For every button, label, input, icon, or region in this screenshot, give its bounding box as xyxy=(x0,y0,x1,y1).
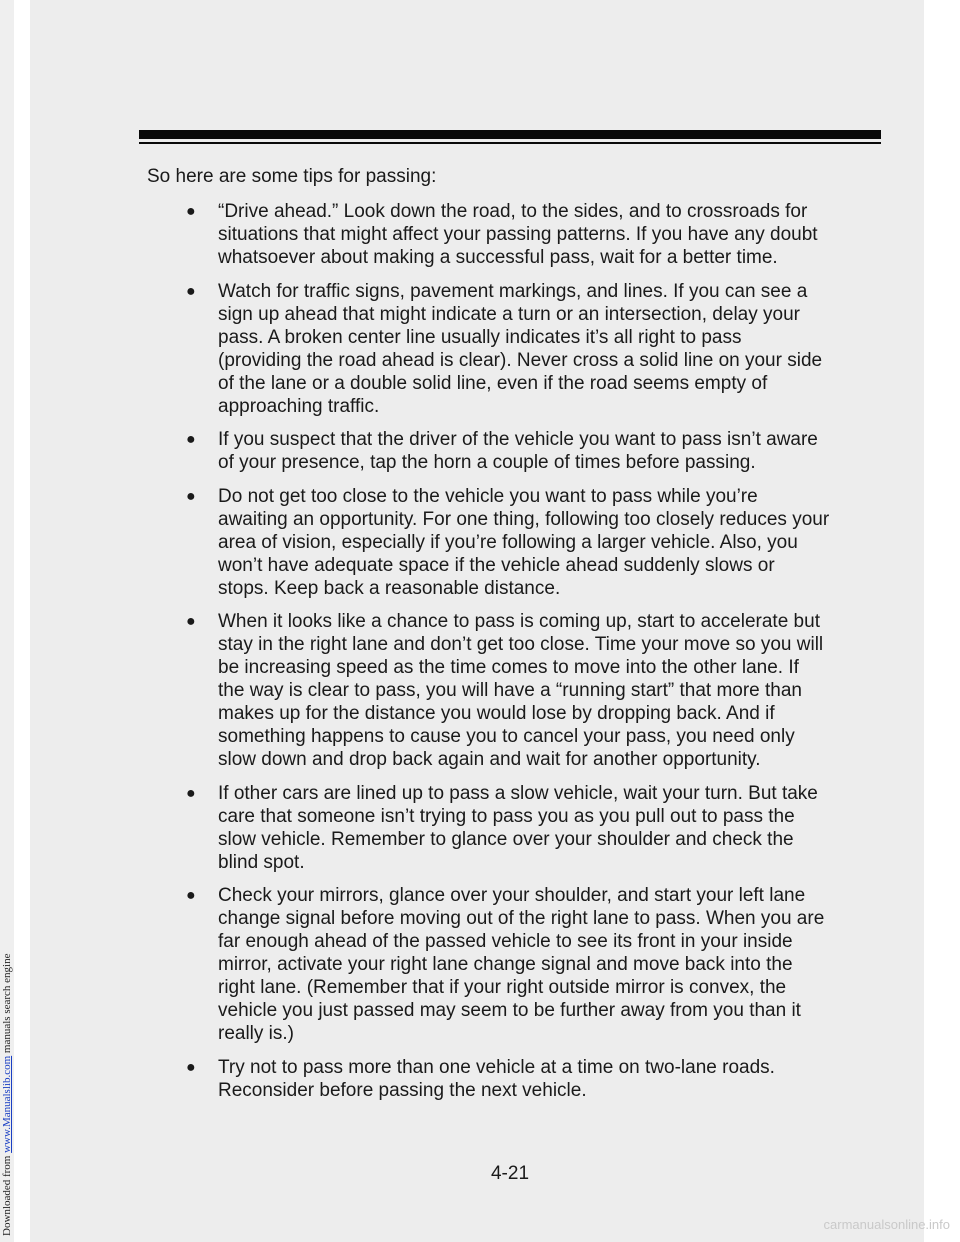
header-rule-thick xyxy=(139,130,881,139)
bullet-icon: ● xyxy=(186,784,196,802)
site-watermark: carmanualsonline.info xyxy=(823,1217,950,1232)
tip-text: Try not to pass more than one vehicle at a time on two-lane roads. Reconsider before passing the next vehicle. xyxy=(218,1056,775,1101)
tip-text: When it looks like a chance to pass is coming up, start to accelerate but stay in the right lane and don’t get too close. Time your move so you will be increasing speed as the time comes to move into the other lane. If the way is clear to pass, you will have a “running start” that more than makes up for the distance you would lose by dropping back. And if something happens to cause you to cancel your pass, you need only slow down and drop back again and wait for another opportunity. xyxy=(218,611,824,770)
passing-tips-list xyxy=(170,200,830,1112)
list-item xyxy=(170,485,830,600)
tip-text: If other cars are lined up to pass a slow vehicle, wait your turn. But take care that someone isn’t trying to pass you as you pull out to pass the slow vehicle. Remember to glance over your shoulder and check the blind spot. xyxy=(218,782,818,873)
download-prefix: Downloaded from xyxy=(1,1152,13,1236)
list-item xyxy=(170,782,830,874)
list-item xyxy=(170,428,830,474)
download-sidebar xyxy=(0,0,14,1242)
manual-page xyxy=(30,0,924,1242)
list-item xyxy=(170,1056,830,1102)
tip-text: “Drive ahead.” Look down the road, to the sides, and to crossroads for situations that might affect your passing patterns. If you have any doubt whatsoever about making a successful pass, wait for a better time. xyxy=(218,201,818,268)
list-item xyxy=(170,884,830,1045)
bullet-icon: ● xyxy=(186,203,196,220)
bullet-icon: ● xyxy=(186,282,196,300)
bullet-icon: ● xyxy=(186,431,196,448)
list-item xyxy=(170,280,830,418)
tip-text: Do not get too close to the vehicle you want to pass while you’re awaiting an opportunity. For one thing, following too closely reduces your area of vision, especially if you’re following a larger vehicle. Also, you won’t have adequate space if the vehicle ahead suddenly slows or stops. Keep back a reasonable distance. xyxy=(218,485,830,599)
download-notice xyxy=(0,0,14,1242)
bullet-icon: ● xyxy=(186,487,196,505)
download-suffix: manuals search engine xyxy=(1,953,13,1056)
manualslib-link[interactable]: www.Manualslib.com xyxy=(1,1055,13,1153)
header-rule-thin xyxy=(139,142,881,144)
tip-text: Watch for traffic signs, pavement markings, and lines. If you can see a sign up ahead that might indicate a turn or an intersection, delay your pass. A broken center line usually indicates it’s all right to pass (providing the road ahead is clear). Never cross a solid line on your side of the lane or a double solid line, even if the road seems empty of approaching traffic. xyxy=(218,280,823,417)
intro-text: So here are some tips for passing: xyxy=(147,166,437,187)
bullet-icon: ● xyxy=(186,887,196,904)
tip-text: If you suspect that the driver of the vehicle you want to pass isn’t aware of your presence, tap the horn a couple of times before passing. xyxy=(218,429,818,473)
bullet-icon: ● xyxy=(186,613,196,630)
bullet-icon: ● xyxy=(186,1058,196,1076)
page-number: 4-21 xyxy=(490,1163,530,1184)
tip-text: Check your mirrors, glance over your shoulder, and start your left lane change signal before moving out of the right lane to pass. When you are far enough ahead of the passed vehicle to see its front in your inside mirror, activate your right lane change signal and move back into the right lane. (Remember that if your right outside mirror is convex, the vehicle you just passed may seem to be further away from you than it really is.) xyxy=(218,885,825,1044)
list-item xyxy=(170,200,830,269)
list-item xyxy=(170,610,830,771)
